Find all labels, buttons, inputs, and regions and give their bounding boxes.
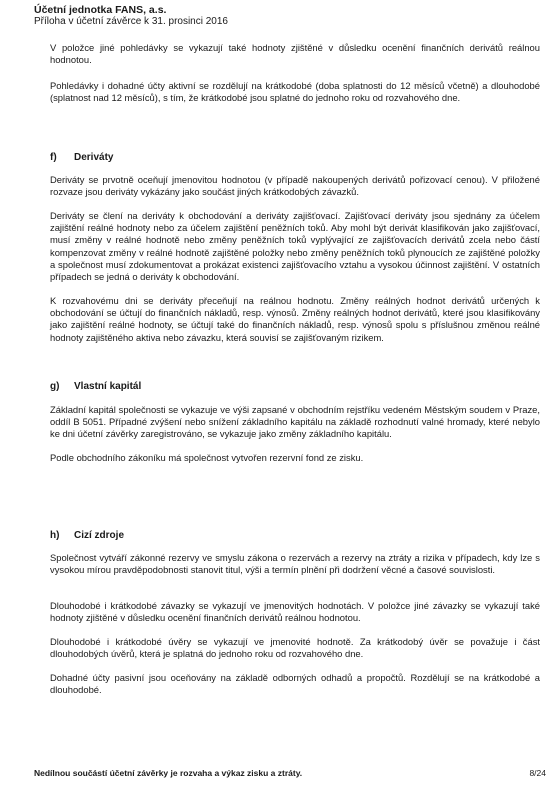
zdroje-paragraph-2: Dlouhodobé i krátkodobé závazky se vykazují ve jmenovitých hodnotách. V položce jiné závazky se vykazují také hodnoty zjištěné v důsledku ocenění finančních derivátů reálnou hodnotou. [50,600,540,624]
section-title: Vlastní kapitál [74,381,142,392]
zdroje-paragraph-1: Společnost vytváří zákonné rezervy ve smyslu zákona o rezervách a rezervy na ztráty a rizika v případech, kdy lze s vysokou mírou pravděpodobnosti stanovit titul, výši a termín plnění při dodržení věcné a časové souvislosti. [50,552,540,576]
company-name: Účetní jednotka FANS, a.s. [34,4,167,16]
zdroje-paragraph-4: Dohadné účty pasivní jsou oceňovány na základě odborných odhadů a propočtů. Rozdělují se na krátkodobé a dlouhodobé. [50,672,540,696]
derivaty-paragraph-3: K rozvahovému dni se deriváty přeceňují na reálnou hodnotu. Změny reálných hodnot derivátů určených k obchodování se účtují do finančních nákladů, resp. výnosů. Změny reálných hodnot derivátů, které jsou klasifikovány jako zajištění reálné hodnoty, se účtují také do finančních nákladů, resp. výnosů spolu s příslušnou změnou reálné hodnoty zajištěného aktiva nebo závazku, která souvisí se zajišťovaným rizikem. [50,295,540,343]
intro-paragraph-1: V položce jiné pohledávky se vykazují také hodnoty zjištěné v důsledku ocenění finančních derivátů reálnou hodnotou. [50,42,540,66]
footer-note: Nedílnou součástí účetní závěrky je rozvaha a výkaz zisku a ztráty. [34,768,303,778]
page-number: 8/24 [529,768,546,778]
section-heading-cizi-zdroje [50,530,124,541]
section-heading-derivaty [50,152,113,163]
section-heading-vlastni-kapital [50,381,141,392]
section-title: Cizí zdroje [74,530,125,541]
derivaty-paragraph-1: Deriváty se prvotně oceňují jmenovitou hodnotou (v případě nakoupených derivátů pořizovací cenou). V přiložené rozvaze jsou deriváty vykázány jako součást jiných krátkodobých závazků. [50,174,540,198]
section-letter: g) [50,381,60,392]
kapital-paragraph-1: Základní kapitál společnosti se vykazuje ve výši zapsané v obchodním rejstříku vedeném Městským soudem v Praze, oddíl B 5051. Případné zvýšení nebo snížení základního kapitálu na základě rozhodnutí valné hromady, které nebylo ke dni účetní závěrky zaregistrováno, se vykazuje jako změny základního kapitálu. [50,404,540,440]
section-letter: h) [50,530,60,541]
derivaty-paragraph-2: Deriváty se člení na deriváty k obchodování a deriváty zajišťovací. Zajišťovací deriváty jsou sjednány za účelem zajištění reálné hodnoty nebo za účelem zajištění peněžních toků. Aby mohl být derivát klasifikován jako zajišťovací, musí změny v reálné hodnotě nebo změny peněžních toků vyplývající ze zajišťovacích derivátů zcela nebo částí kompenzovat změny v reálné hodnotě zajištěné položky nebo změny peněžních toků plynoucích ze zajištěné položky a společnost musí zdokumentovat a prokázat existenci zajišťovacího vztahu a vysokou účinnost zajištění. V ostatních případech se jedná o deriváty k obchodování. [50,210,540,283]
intro-paragraph-2: Pohledávky i dohadné účty aktivní se rozdělují na krátkodobé (doba splatnosti do 12 měsíců včetně) a dlouhodobé (splatnost nad 12 měsíců), s tím, že krátkodobé jsou splatné do jednoho roku od rozvahového dne. [50,80,540,104]
zdroje-paragraph-3: Dlouhodobé i krátkodobé úvěry se vykazují ve jmenovité hodnotě. Za krátkodobý úvěr se považuje i část dlouhodobých úvěrů, která je splatná do jednoho roku od rozvahového dne. [50,636,540,660]
kapital-paragraph-2: Podle obchodního zákoníku má společnost vytvořen rezervní fond ze zisku. [50,452,364,463]
section-title: Deriváty [74,152,114,163]
document-subtitle: Příloha v účetní závěrce k 31. prosinci 2016 [34,16,228,27]
section-letter: f) [50,152,57,163]
